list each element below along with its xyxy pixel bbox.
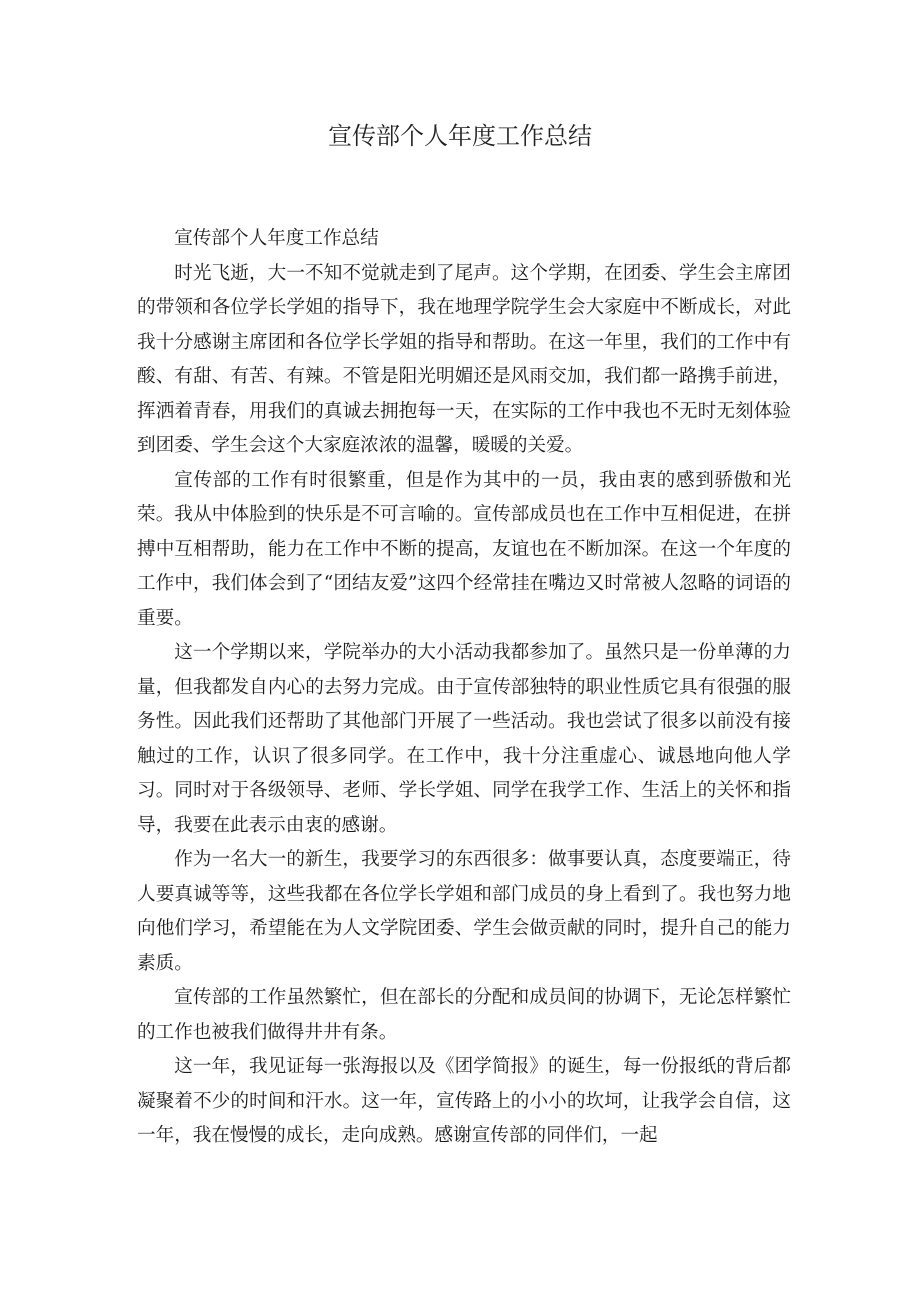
document-body: [137, 222, 791, 1154]
paragraph: 这一年，我见证每一张海报以及《团学简报》的诞生，每一份报纸的背后都凝聚着不少的时间和汗水。这一年，宣传路上的小小的坎坷，让我学会自信，这一年，我在慢慢的成长，走向成熟。感谢宣传部的同伴们，一起: [137, 1056, 791, 1146]
paragraph: 时光飞逝，大一不知不觉就走到了尾声。这个学期，在团委、学生会主席团的带领和各位学长学姐的指导下，我在地理学院学生会大家庭中不断成长，对此我十分感谢主席团和各位学长学姐的指导和帮助。在这一年里，我们的工作中有酸、有甜、有苦、有辣。不管是阳光明媚还是风雨交加，我们都一路携手前进，挥洒着青春，用我们的真诚去拥抱每一天，在实际的工作中我也不无时无刻体验到团委、学生会这个大家庭浓浓的温馨，暖暖的关爱。: [137, 262, 791, 456]
paragraph: 宣传部的工作有时很繁重，但是作为其中的一员，我由衷的感到骄傲和光荣。我从中体脸到的快乐是不可言喻的。宣传部成员也在工作中互相促进，在拼搏中互相帮助，能力在工作中不断的提高，友谊也在不断加深。在这一个年度的工作中，我们体会到了“团结友爱”这四个经常挂在嘴边又时常被人忽略的词语的重要。: [137, 469, 791, 629]
paragraph-subtitle: 宣传部个人年度工作总结: [174, 228, 379, 249]
paragraph: 宣传部的工作虽然繁忙，但在部长的分配和成员间的协调下，无论怎样繁忙的工作也被我们做得井井有条。: [137, 987, 791, 1043]
document-title: 宣传部个人年度工作总结: [328, 122, 592, 150]
paragraph: 作为一名大一的新生，我要学习的东西很多：做事要认真，态度要端正，待人要真诚等等，这些我都在各位学长学姐和部门成员的身上看到了。我也努力地向他们学习，希望能在为人文学院团委、学生会做贡献的同时，提升自己的能力素质。: [137, 849, 791, 974]
paragraph: 这一个学期以来，学院举办的大小活动我都参加了。虽然只是一份单薄的力量，但我都发自内心的去努力完成。由于宣传部独特的职业性质它具有很强的服务性。因此我们还帮助了其他部门开展了一些活动。我也尝试了很多以前没有接触过的工作，认识了很多同学。在工作中，我十分注重虚心、诚恳地向他人学习。同时对于各级领导、老师、学长学姐、同学在我学工作、生活上的关怀和指导，我要在此表示由衷的感谢。: [137, 642, 791, 836]
